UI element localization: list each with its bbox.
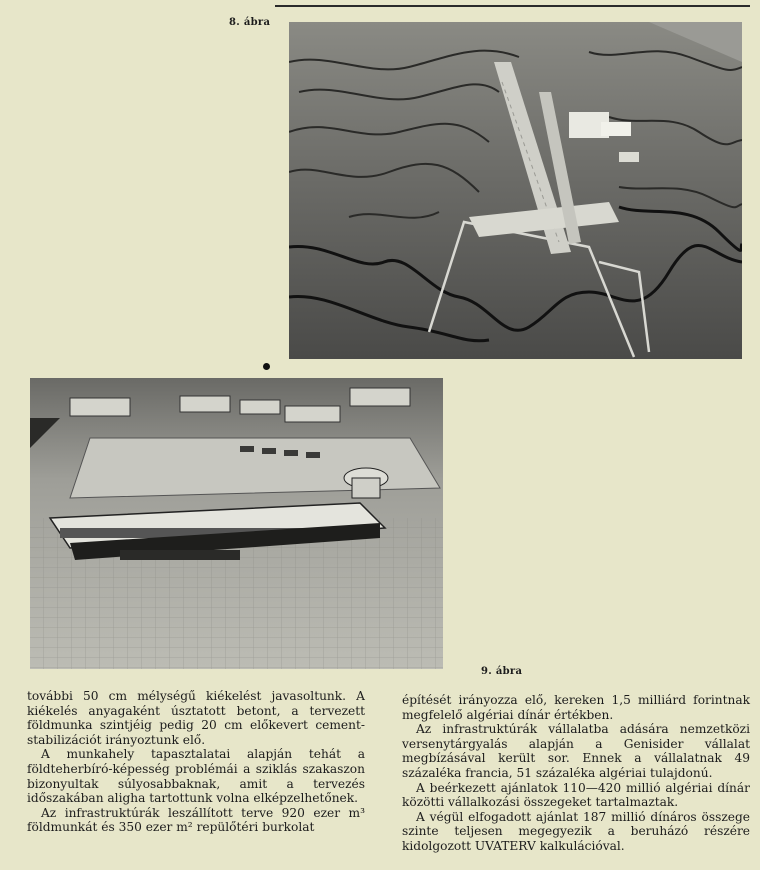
right-paragraph-3: A beérkezett ajánlatok 110—420 millió algériai dínár közötti vállalkozási összegeket tartalmaztak. [402,780,750,810]
right-paragraph-1: építését irányozza elő, kereken 1,5 milliárd forintnak megfelelő algériai dínár értékben. [402,693,750,722]
figure-8-airfield-model-photo [289,22,742,359]
figure-9-terminal-model-photo [30,378,443,669]
print-dot-mark [263,363,270,370]
right-paragraph-2: Az infrastruktúrák vállalatba adására nemzetközi versenytárgyalás alapján a Genisider vállalat megbízásával került sor. Ennek a vállalatnak 49 százaléka francia, 51 százaléka algériai tulajdonú. [402,722,750,780]
left-paragraph-2: A munkahely tapasztalatai alapján tehát a földteherbíró-képesség problémái a sziklás szakaszon bizonyultak súlyosabbaknak, amit a tervezés időszakában aligha tartottunk volna elképzelhetőnek. [27,747,365,806]
left-text-column [27,689,365,835]
top-rule [275,5,750,7]
left-paragraph-1: további 50 cm mélységű kiékelést javasoltunk. A kiékelés anyagaként úsztatott betont, a tervezett földmunka szintjéig pedig 20 cm előkevert cement-stabilizációt irányoztunk elő. [27,689,365,747]
right-paragraph-4: A végül elfogadott ajánlat 187 millió dínáros összege szinte teljesen megegyezik a beruházó részére kidolgozott UVATERV kalkulációval. [402,809,750,853]
figure-9-caption: 9. ábra [481,666,523,677]
right-text-column [402,693,750,854]
left-paragraph-3: Az infrastruktúrák leszállított terve 920 ezer m³ földmunkát és 350 ezer m² repülőtéri burkolat [27,805,365,835]
figure-8-caption: 8. ábra [229,17,271,28]
